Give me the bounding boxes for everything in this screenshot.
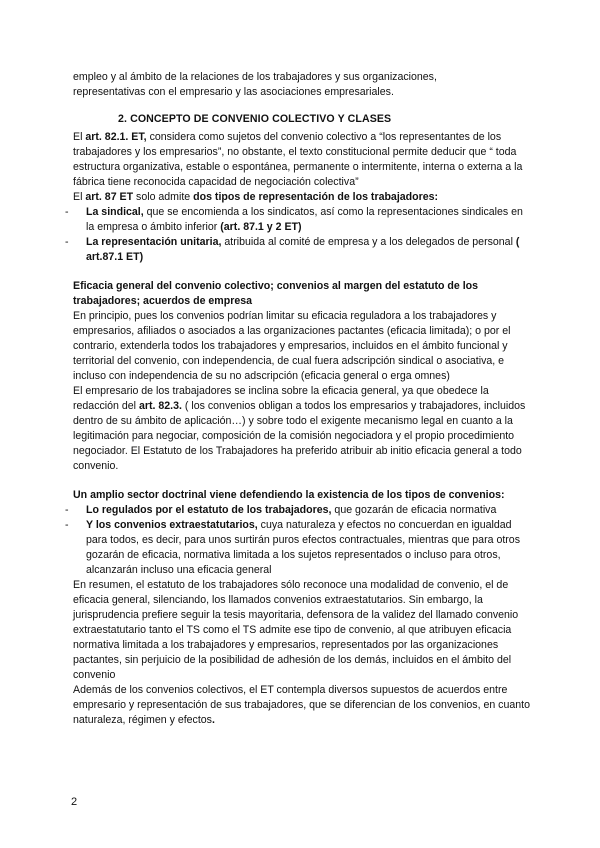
paragraph-art-82-1 [73,130,533,190]
text-run: Además de los convenios colectivos, el ET contempla diversos supuestos de acuerdos entre empresario y representación de sus trabajadores, que se diferencian de los convenios, en cuanto naturaleza, régimen y efectos [73,684,530,726]
intro-line-1: empleo y al ámbito de la relaciones de los trabajadores y sus organizaciones, [73,71,437,83]
text-run: ( los convenios obligan a todos los empresarios y trabajadores, incluidos dentro de su ámbito de aplicación…) y sobre todo el exigente mecanismo legal en cuanto a la legitimación para negociar, composición de la comisión negociadora y el propio procedimiento negociador. El Estatuto de los Trabajadores ha preferido atribuir ab initio eficacia general a todo convenio. [73,400,526,472]
list-item-term: Y los convenios extraestatutarios, [86,519,258,531]
list-item-text: que se encomienda a los sindicatos, así como la representaciones sindicales en la empresa o ámbito inferior [86,206,523,233]
list-item-text: que gozarán de eficacia normativa [331,504,497,516]
list-item-term: La representación unitaria, [86,236,222,248]
article-reference: art. 82.3. [138,400,182,412]
list-item [65,205,533,235]
paragraph-resumen: En resumen, el estatuto de los trabajadores sólo reconoce una modalidad de convenio, el de eficacia general, silenciando, los llamados convenios extraestatutarios. Sin embargo, la jurisprudencia prefiere seguir la tesis mayoritaria, defensora de la validez del llamado convenio extraestatutario tanto el TS como el TS admite ese tipo de convenio, al que atribuyen eficacia normativa limitada a los trabajadores y empresarios, representados por las organizaciones pactantes, sin perjuicio de la posibilidad de adhesión de los demás, incluidos en el ámbito del convenio [73,579,519,681]
article-reference: (art. 87.1 y 2 ET) [220,221,302,233]
section-heading: 2. CONCEPTO DE CONVENIO COLECTIVO Y CLASES [118,113,392,125]
bullet-dash: - [65,236,69,248]
section-title-eficacia: Eficacia general del convenio colectivo; convenios al margen del estatuto de los trabajadores; acuerdos de empresa [73,280,479,307]
main-content [65,130,533,728]
page-number: 2 [71,796,78,808]
intro-line-2: representativas con el empresario y las asociaciones empresariales. [73,86,394,98]
bullet-dash: - [65,206,69,218]
paragraph-principio: En principio, pues los convenios podrían limitar su eficacia reguladora a los trabajadores y empresarios, afiliados o asociados a las organizaciones pactantes (eficacia limitada); o por el contrario, extenderla todos los trabajadores y empresarios, incluidos en el ámbito funcional y territorial del convenio, con independencia, de cual fuera adscripción sindical o asociativa, e incluso con independencia de su no adscripción (eficacia general o erga omnes) [73,310,511,382]
paragraph-empresario [73,384,533,474]
spacer [73,474,533,488]
list-item-term: La sindical, [86,206,144,218]
text-run: solo admite [133,191,194,203]
bullet-dash: - [65,519,69,531]
text-run: El [73,191,86,203]
list-item [65,503,533,518]
text-run: El [73,131,86,143]
text-run: El empresario de los trabajadores se inclina sobre la eficacia general, ya que obedece la redacción del [73,385,489,412]
text-run: considera como sujetos del convenio colectivo a “los representantes de los trabajadores y los empresarios”, no obstante, el texto constitucional permite deducir que “ toda estructura organizativa, estable o espontánea, permanente o intermitente, interna o externa a la fábrica tiene reconocida capacidad de negociación colectiva” [73,131,523,188]
paragraph-art-87 [73,190,533,205]
intro-paragraph [73,70,533,100]
list-item [65,518,533,578]
section-title-sector-doctrinal: Un amplio sector doctrinal viene defendiendo la existencia de los tipos de convenios: [73,489,505,501]
list-item-term: Lo regulados por el estatuto de los trabajadores, [86,504,332,516]
article-reference: ( art.87.1 ET) [86,236,520,263]
bold-phrase: dos tipos de representación de los trabajadores: [193,191,439,203]
article-reference: art. 87 ET [85,191,134,203]
spacer [73,265,533,279]
list-item-text: cuya naturaleza y efectos no concuerdan en igualdad para todos, es decir, para unos surtirán puros efectos contractuales, mientras que para otros gozarán de eficacia, normativa limitada a los sujetos representados o incluso para otros, alcanzarán incluso una eficacia general [86,519,520,576]
text-run: . [211,714,215,726]
paragraph-acuerdos [73,683,533,728]
list-item [65,235,533,265]
list-item-text: atribuida al comité de empresa y a los delegados de personal [221,236,516,248]
bullet-dash: - [65,504,69,516]
article-reference: art. 82.1. ET, [85,131,147,143]
